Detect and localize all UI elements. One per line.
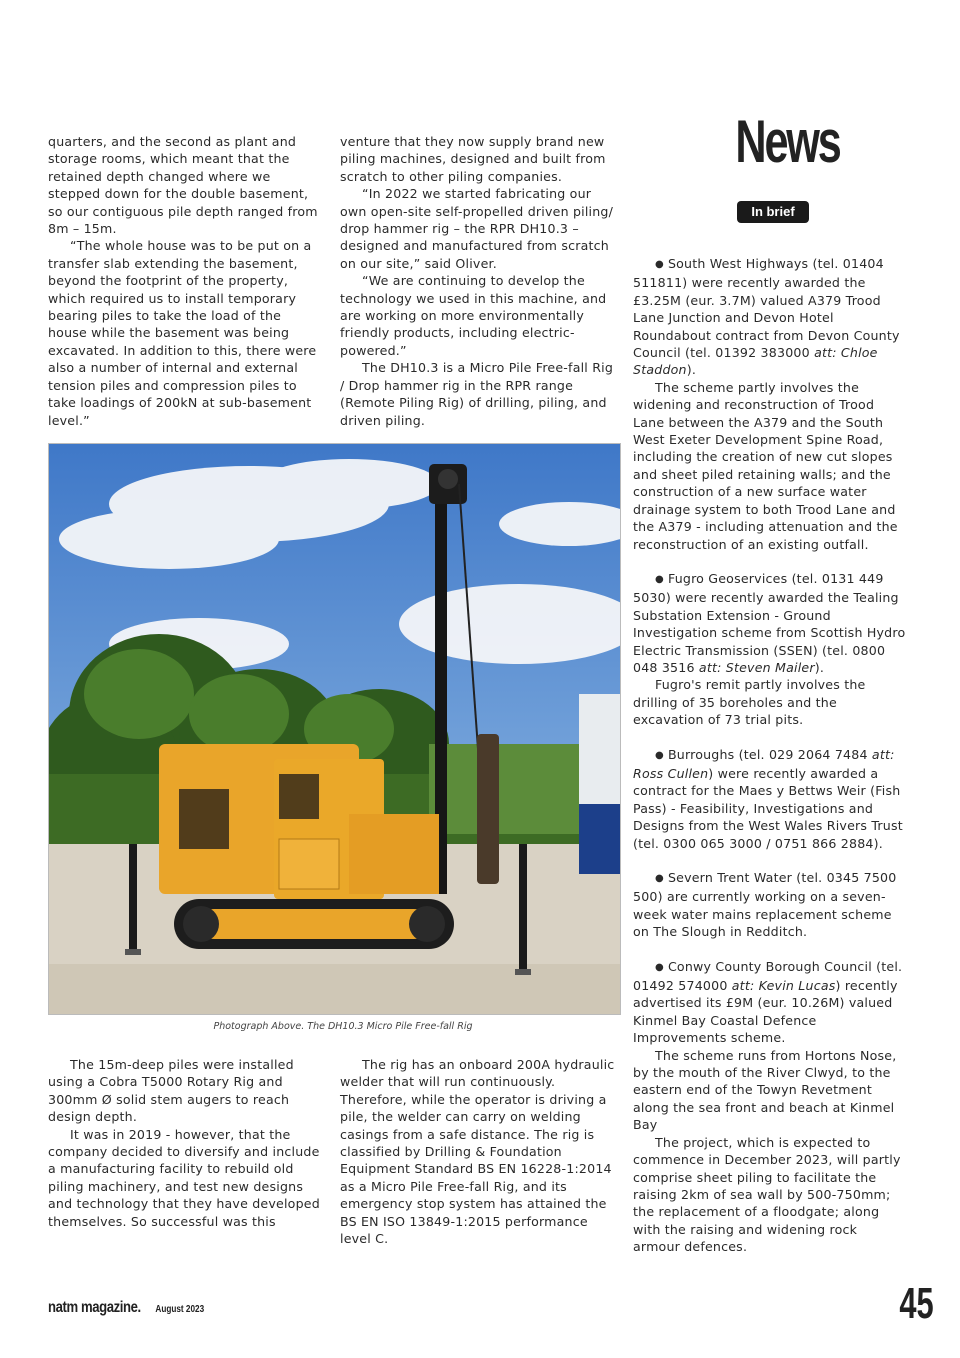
news-item: ● Burroughs (tel. 029 2064 7484 att: Ross Cullen) were recently awarded a contract for the Maes y Bettws Weir (Fish Pass) - Feasibility, Investigations and Designs from the West Wales Rivers Trust (tel. 0300 065 3000 / 0751 866 2884). bbox=[633, 746, 907, 852]
news-item: ● Severn Trent Water (tel. 0345 7500 500) are currently working on a seven-week water mains replacement scheme on The Slough in Redditch. bbox=[633, 869, 907, 941]
section-title: News bbox=[735, 108, 840, 175]
paragraph: The DH10.3 is a Micro Pile Free-fall Rig / Drop hammer rig in the RPR range (Remote Piling Rig) of drilling, piling, and driven piling. bbox=[340, 360, 614, 428]
in-brief-badge: In brief bbox=[737, 201, 809, 223]
paragraph: The 15m-deep piles were installed using a Cobra T5000 Rotary Rig and 300mm Ø solid stem augers to reach design depth. bbox=[48, 1057, 294, 1125]
paragraph: “We are continuing to develop the technology we used in this machine, and are working on more environmentally friendly products, including electric-powered.” bbox=[340, 273, 607, 358]
paragraph: “In 2022 we started fabricating our own open-site self-propelled driven piling/ drop hammer rig – the RPR DH10.3 – designed and manufactured from scratch on our site,” said Oliver. bbox=[340, 186, 614, 271]
news-item: ● Fugro Geoservices (tel. 0131 449 5030) were recently awarded the Tealing Substation Extension - Ground Investigation scheme from Scottish Hydro Electric Transmission (SSEN) (tel. 0800 048 3516 att: Steven Mailer). bbox=[633, 570, 907, 676]
article-column-2-top bbox=[340, 133, 618, 429]
article-column-1-bottom bbox=[48, 1056, 328, 1230]
magazine-name: natm magazine. bbox=[48, 1299, 141, 1316]
paragraph: The scheme runs from Hortons Nose, by the mouth of the River Clwyd, to the eastern end of the Towyn Revetment along the sea front and beach at Kinmel Bay bbox=[633, 1047, 897, 1133]
news-item: ● South West Highways (tel. 01404 511811) were recently awarded the £3.25M (eur. 3.7M) valued A379 Trood Lane Junction and Devon Hotel Roundabout contract from Devon County Council (tel. 01392 383000 att: Chloe Staddon). bbox=[633, 255, 907, 379]
paragraph: “The whole house was to be put on a transfer slab extending the basement, beyond the footprint of the property, which required us to install temporary bearing piles to take the load of the house while the basement was being excavated. In addition to this, there were also a number of internal and external tension piles and compression piles to take loadings of 200kN at sub-basement level.” bbox=[48, 238, 317, 428]
article-column-2-bottom bbox=[340, 1056, 618, 1247]
paragraph: quarters, and the second as plant and storage rooms, which meant that the retained depth changed where we stepped down for the double basement, so our contiguous pile depth ranged from 8m – 15m. bbox=[48, 134, 318, 237]
magazine-footer bbox=[48, 1299, 204, 1317]
news-item: ● Conwy County Borough Council (tel. 01492 574000 att: Kevin Lucas) recently advertised its £9M (eur. 10.26M) valued Kinmel Bay Coastal Defence Improvements scheme. bbox=[633, 958, 907, 1047]
paragraph: venture that they now supply brand new piling machines, designed and built from scratch to other piling companies. bbox=[340, 134, 606, 184]
paragraph: It was in 2019 - however, that the company decided to diversify and include a manufacturing facility to rebuild old piling machinery, and test new designs and technology that they have developed themselves. So successful was this bbox=[48, 1126, 320, 1229]
photo-caption: Photograph Above. The DH10.3 Micro Pile Free-fall Rig bbox=[213, 1021, 473, 1032]
paragraph: Fugro's remit partly involves the drilling of 35 boreholes and the excavation of 73 trial pits. bbox=[633, 677, 866, 728]
news-in-brief-column bbox=[633, 255, 907, 1256]
article-column-1-top bbox=[48, 133, 324, 429]
paragraph: The project, which is expected to commence in December 2023, will partly comprise sheet piling to facilitate the raising 2km of sea wall by 500-750mm; the replacement of a floodgate; along with the raising and widening rock armour defences. bbox=[633, 1134, 901, 1255]
page-number: 45 bbox=[899, 1279, 934, 1328]
paragraph: The rig has an onboard 200A hydraulic welder that will run continuously. Therefore, while the operator is driving a pile, the welder can carry on welding casings from a safe distance. The rig is classified by Drilling & Foundation Equipment Standard BS EN 16228-1:2014 as a Micro Pile Free-fall Rig, and its emergency stop system has attained the BS EN ISO 13849-1:2015 performance level C. bbox=[340, 1057, 615, 1247]
issue-date: August 2023 bbox=[155, 1304, 205, 1315]
paragraph: The scheme partly involves the widening and reconstruction of Trood Lane between the A379 and the South West Exeter Development Spine Road, including the creation of new cut slopes and sheet piled retaining walls; and the construction of a new surface water drainage system to both Trood Lane and the A379 - including attenuation and the reconstruction of an existing outfall. bbox=[633, 379, 898, 552]
rig-photograph bbox=[48, 443, 621, 1015]
